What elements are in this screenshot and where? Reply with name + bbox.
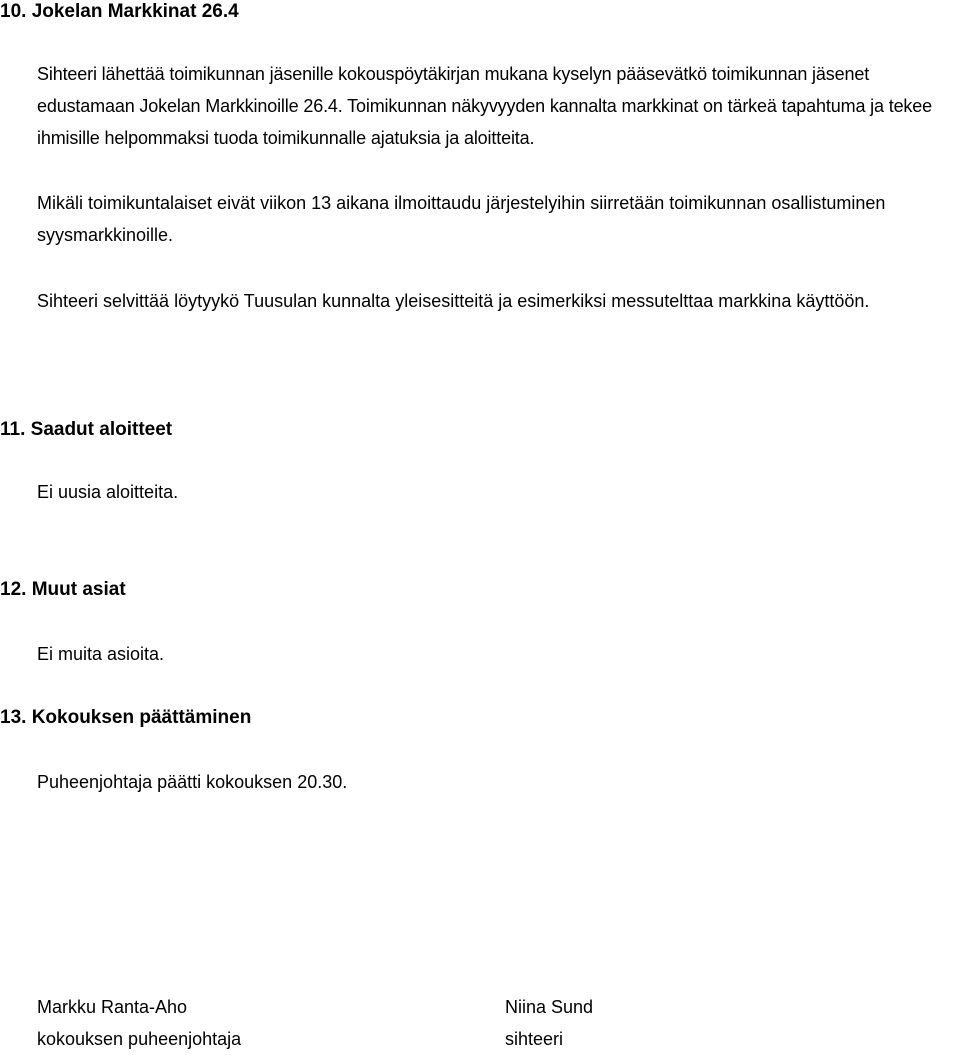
section-10-paragraph-1: Sihteeri lähettää toimikunnan jäsenille kokouspöytäkirjan mukana kyselyn pääsevätkö toimikunnan jäsenet edustamaan Jokelan Markkinoille 26.4. Toimikunnan näkyvyyden kannalta markkinat on tärkeä tapahtuma ja tekee ihmisille helpommaksi tuoda toimikunnalle ajatuksia ja aloitteita.	[37, 64, 932, 148]
secretary-signature-block	[505, 991, 593, 1055]
secretary-role: sihteeri	[505, 1029, 564, 1049]
section-11-heading: 11. Saadut aloitteet	[0, 419, 173, 440]
section-11-text: Ei uusia aloitteita.	[37, 482, 179, 502]
section-13-text: Puheenjohtaja päätti kokouksen 20.30.	[37, 772, 348, 792]
section-10-paragraph-2: Mikäli toimikuntalaiset eivät viikon 13 aikana ilmoittaudu järjestelyihin siirretään toimikunnan osallistuminen syysmarkkinoille.	[37, 193, 886, 245]
secretary-name: Niina Sund	[505, 997, 594, 1017]
section-10-paragraph-3: Sihteeri selvittää löytyykö Tuusulan kunnalta yleisesitteitä ja esimerkiksi messutelttaa markkina käyttöön.	[37, 291, 870, 311]
chair-signature-block	[37, 991, 241, 1055]
section-10-heading: 10. Jokelan Markkinat 26.4	[0, 1, 239, 22]
chair-role: kokouksen puheenjohtaja	[37, 1029, 242, 1049]
chair-name: Markku Ranta-Aho	[37, 997, 188, 1017]
section-12-heading: 12. Muut asiat	[0, 579, 126, 600]
section-12-text: Ei muita asioita.	[37, 644, 165, 664]
section-13-heading: 13. Kokouksen päättäminen	[0, 707, 252, 728]
